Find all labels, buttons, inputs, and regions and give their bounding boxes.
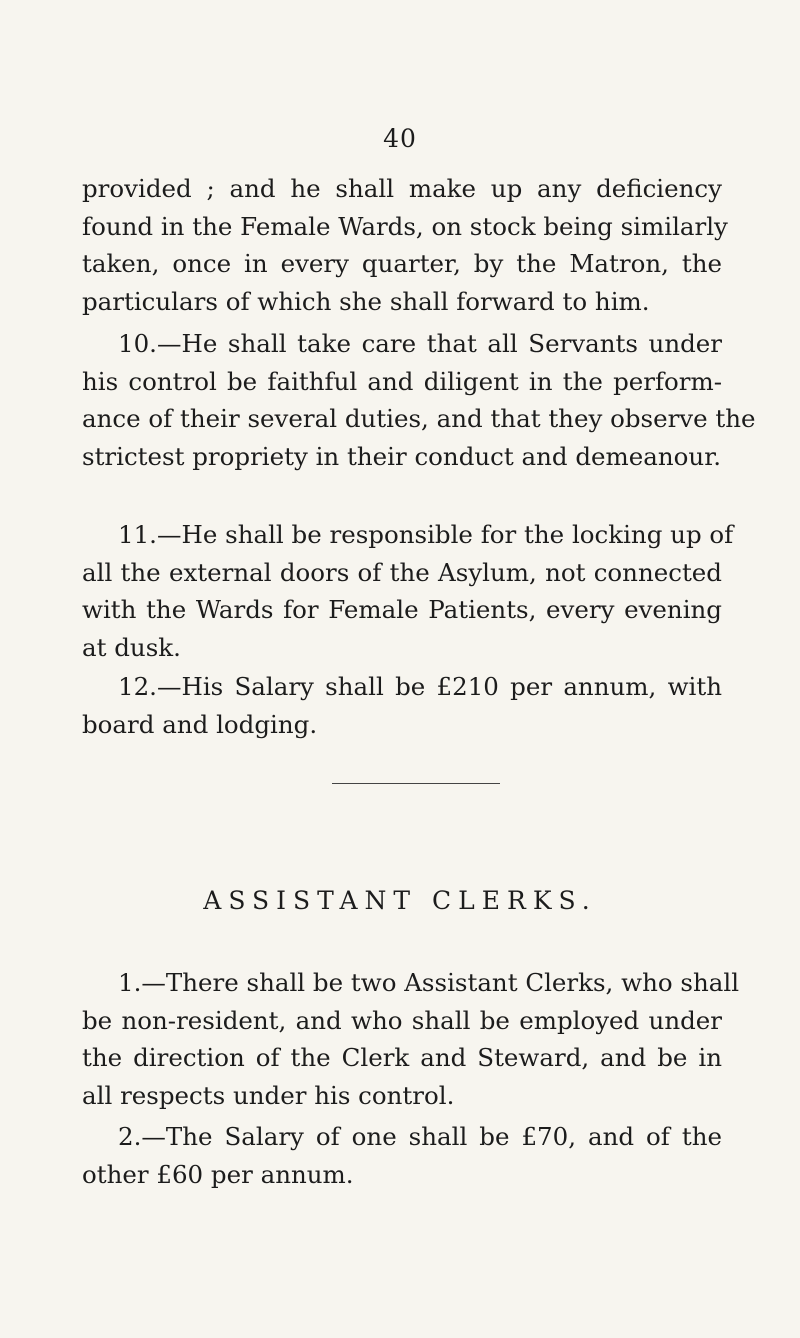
text-line: 12.—His Salary shall be £210 per annum, with [118, 672, 722, 701]
text-line: found in the Female Wards, on stock being similarly [82, 211, 728, 241]
text-line: 1.—There shall be two Assistant Clerks, who shall [118, 968, 740, 997]
text-line: 10.—He shall take care that all Servants under [118, 329, 722, 358]
paragraph-intro [82, 170, 728, 320]
paragraph-clerks-rule-1 [82, 964, 740, 1114]
paragraph-rule-10 [82, 325, 756, 475]
text-line: 11.—He shall be responsible for the locking up of [118, 520, 734, 549]
text-line: particulars of which she shall forward to him. [82, 286, 650, 316]
text-line: be non-resident, and who shall be employed under [82, 1005, 722, 1035]
text-line: ance of their several duties, and that they observe the [82, 404, 756, 433]
text-line: at dusk. [82, 632, 181, 662]
text-line: 2.—The Salary of one shall be £70, and of the [118, 1122, 722, 1151]
section-divider [332, 783, 500, 784]
text-line: with the Wards for Female Patients, every evening [82, 595, 722, 624]
section-heading: ASSISTANT CLERKS. [203, 886, 597, 915]
text-line: other £60 per annum. [82, 1159, 354, 1189]
text-line: all respects under his control. [82, 1080, 455, 1110]
text-line: board and lodging. [82, 709, 318, 739]
text-line: taken, once in every quarter, by the Matron, the [82, 249, 722, 278]
text-line: strictest propriety in their conduct and demeanour. [82, 441, 722, 471]
text-line: provided ; and he shall make up any deficiency [82, 174, 722, 203]
text-line: the direction of the Clerk and Steward, and be in [82, 1043, 722, 1072]
page-number: 40 [383, 124, 417, 153]
paragraph-rule-11 [82, 516, 734, 666]
text-line: all the external doors of the Asylum, not connected [82, 557, 722, 587]
paragraph-rule-12 [82, 668, 722, 743]
text-line: his control be faithful and diligent in the perform- [82, 366, 722, 396]
paragraph-clerks-rule-2 [82, 1118, 722, 1193]
